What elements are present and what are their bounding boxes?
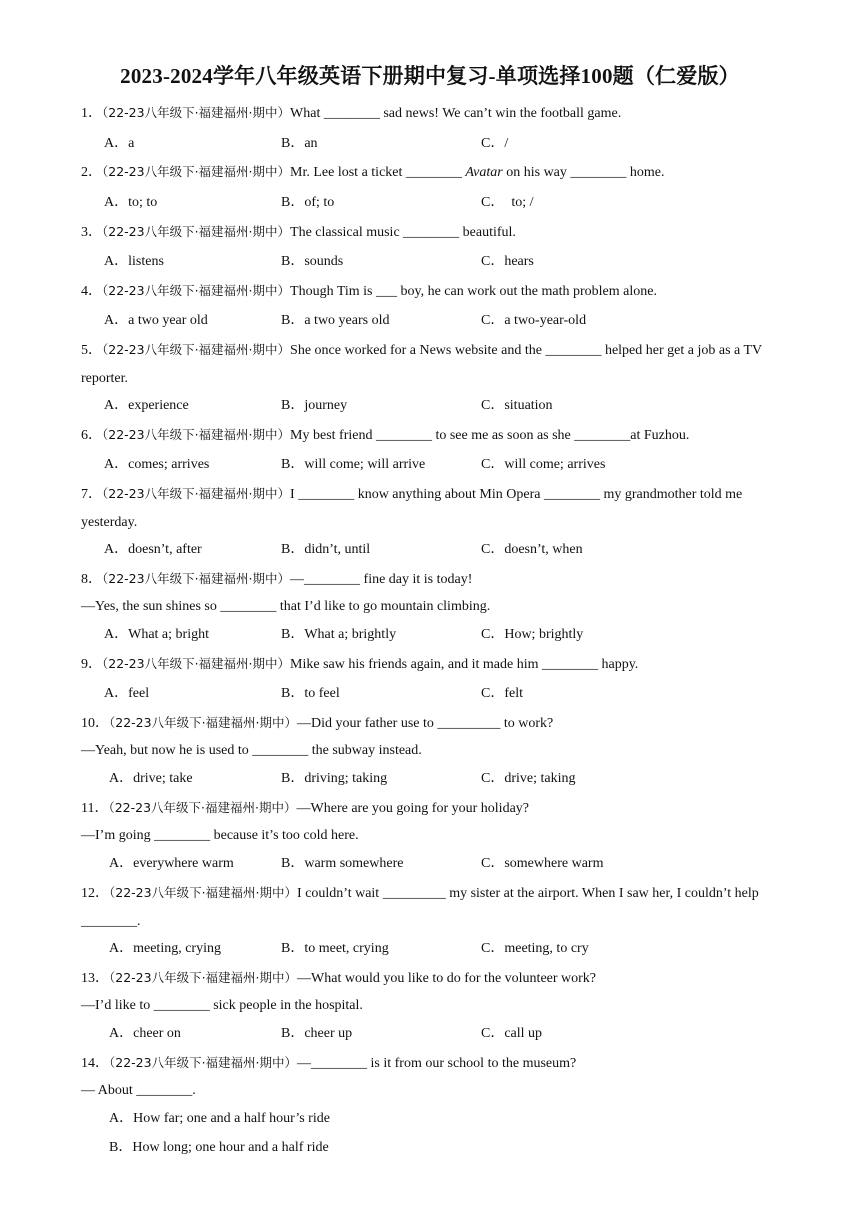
option-a: A．feel — [104, 686, 150, 701]
option-c: C．meeting, to cry — [481, 941, 589, 956]
question-text: I ________ know anything about Min Opera ________ my grandmother told me yesterday. — [81, 487, 743, 530]
question-5 — [81, 336, 781, 393]
option-b: B．driving; taking — [281, 771, 388, 786]
question-text: I couldn’t wait _________ my sister at the airport. When I saw her, I couldn’t help ________. — [81, 886, 759, 929]
question-number: 14． — [81, 1056, 109, 1071]
question-text: What ________ sad news! We can’t win the football game. — [290, 106, 622, 121]
question-number: 9． — [81, 657, 102, 672]
option-c: C．call up — [481, 1026, 543, 1041]
question-11 — [81, 794, 781, 823]
question-text-start: Mr. Lee lost a ticket ________ — [290, 165, 466, 180]
question-source: （22-23八年级下·福建福州·期中） — [102, 342, 291, 357]
question-13-line-2: —I’d like to ________ sick people in the hospital. — [81, 998, 363, 1013]
option-a: A．a — [104, 136, 135, 151]
option-a: A．comes; arrives — [104, 457, 210, 472]
question-text: She once worked for a News website and the ________ helped her get a job as a TV reporter. — [81, 343, 762, 386]
option-b: B．sounds — [281, 254, 344, 269]
option-b: B．will come; will arrive — [281, 457, 426, 472]
option-a: A．experience — [104, 398, 189, 413]
option-c: C．/ — [481, 136, 509, 151]
question-text: Though Tim is ___ boy, he can work out the math problem alone. — [290, 284, 657, 299]
option-b: B．didn’t, until — [281, 542, 371, 557]
option-c: C．a two-year-old — [481, 313, 587, 328]
question-source: （22-23八年级下·福建福州·期中） — [109, 970, 298, 985]
option-c: C．doesn’t, when — [481, 542, 583, 557]
option-a: A．to; to — [104, 195, 158, 210]
question-number: 5． — [81, 343, 102, 358]
question-number: 12． — [81, 886, 109, 901]
question-source: （22-23八年级下·福建福州·期中） — [102, 656, 291, 671]
option-a: A．cheer on — [109, 1026, 181, 1041]
question-9 — [81, 650, 781, 679]
question-source: （22-23八年级下·福建福州·期中） — [102, 283, 291, 298]
option-c: C．will come; arrives — [481, 457, 606, 472]
option-b: B．journey — [281, 398, 348, 413]
question-number: 4． — [81, 284, 102, 299]
question-8 — [81, 565, 781, 594]
question-7 — [81, 480, 781, 537]
question-source: （22-23八年级下·福建福州·期中） — [102, 486, 291, 501]
question-14-line-2: — About ________. — [81, 1083, 196, 1098]
option-a: A．doesn’t, after — [104, 542, 202, 557]
question-text: The classical music ________ beautiful. — [290, 225, 516, 240]
question-number: 3． — [81, 225, 102, 240]
option-a: A．What a; bright — [104, 627, 209, 642]
question-1 — [81, 99, 781, 128]
question-source: （22-23八年级下·福建福州·期中） — [108, 800, 297, 815]
question-12 — [81, 879, 781, 936]
question-text: —Did your father use to _________ to work? — [297, 716, 554, 731]
question-10-line-2: —Yeah, but now he is used to ________ the subway instead. — [81, 743, 422, 758]
option-c: C．hears — [481, 254, 534, 269]
question-number: 10． — [81, 716, 109, 731]
question-number: 6． — [81, 428, 102, 443]
option-a: A．How far; one and a half hour’s ride — [109, 1111, 330, 1126]
option-a: A．meeting, crying — [109, 941, 221, 956]
option-c: C．somewhere warm — [481, 856, 604, 871]
option-b: B．to meet, crying — [281, 941, 389, 956]
question-source: （22-23八年级下·福建福州·期中） — [109, 885, 298, 900]
question-14 — [81, 1049, 781, 1078]
movie-title: Avatar — [465, 165, 503, 180]
question-3 — [81, 218, 781, 247]
question-8-line-2: —Yes, the sun shines so ________ that I’d like to go mountain climbing. — [81, 599, 491, 614]
question-13 — [81, 964, 781, 993]
option-c: C．felt — [481, 686, 523, 701]
question-11-line-2: —I’m going ________ because it’s too cold here. — [81, 828, 359, 843]
question-text: My best friend ________ to see me as soon as she ________at Fuzhou. — [290, 428, 690, 443]
document-title: 2023-2024学年八年级英语下册期中复习-单项选择100题（仁爱版） — [120, 64, 740, 88]
option-b: B．What a; brightly — [281, 627, 397, 642]
question-text: —What would you like to do for the volunteer work? — [297, 971, 597, 986]
question-text: —________ fine day it is today! — [290, 572, 473, 587]
option-c: C．How; brightly — [481, 627, 584, 642]
question-source: （22-23八年级下·福建福州·期中） — [109, 1055, 298, 1070]
question-source: （22-23八年级下·福建福州·期中） — [102, 105, 291, 120]
question-text: —________ is it from our school to the museum? — [297, 1056, 577, 1071]
question-number: 13． — [81, 971, 109, 986]
option-a: A．a two year old — [104, 313, 208, 328]
option-c: C．drive; taking — [481, 771, 576, 786]
question-source: （22-23八年级下·福建福州·期中） — [102, 427, 291, 442]
option-b: B．to feel — [281, 686, 340, 701]
question-text: —Where are you going for your holiday? — [296, 801, 529, 816]
option-c: C． to; / — [481, 195, 534, 210]
question-number: 1． — [81, 106, 102, 121]
question-2 — [81, 158, 781, 187]
question-number: 11． — [81, 801, 109, 816]
option-a: A．drive; take — [109, 771, 193, 786]
question-source: （22-23八年级下·福建福州·期中） — [102, 164, 291, 179]
option-b: B．a two years old — [281, 313, 390, 328]
option-b: B．of; to — [281, 195, 335, 210]
option-b: B．an — [281, 136, 318, 151]
question-number: 7． — [81, 487, 102, 502]
question-10 — [81, 709, 781, 738]
option-b: B．cheer up — [281, 1026, 353, 1041]
question-source: （22-23八年级下·福建福州·期中） — [102, 224, 291, 239]
option-a: A．listens — [104, 254, 164, 269]
option-b: B．warm somewhere — [281, 856, 404, 871]
option-a: A．everywhere warm — [109, 856, 234, 871]
question-number: 8． — [81, 572, 102, 587]
option-c: C．situation — [481, 398, 553, 413]
question-number: 2． — [81, 165, 102, 180]
option-b: B．How long; one hour and a half ride — [109, 1140, 329, 1155]
question-6 — [81, 421, 781, 450]
question-text-end: on his way ________ home. — [502, 165, 665, 180]
question-4 — [81, 277, 781, 306]
question-source: （22-23八年级下·福建福州·期中） — [102, 571, 291, 586]
question-text: Mike saw his friends again, and it made him ________ happy. — [290, 657, 639, 672]
question-source: （22-23八年级下·福建福州·期中） — [109, 715, 298, 730]
